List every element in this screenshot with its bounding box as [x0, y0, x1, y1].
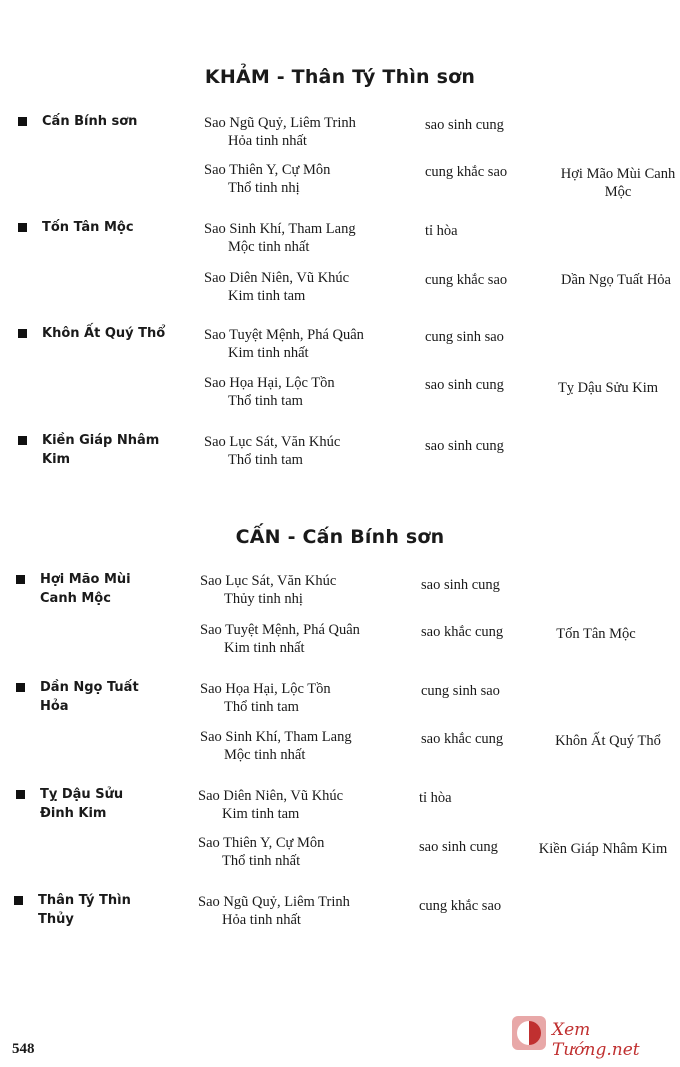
sub-entry	[0, 269, 680, 315]
group-name: Tốn Tân Mộc	[42, 220, 134, 235]
group-name: Khôn Ất Quý Thổ	[42, 326, 166, 341]
relation-text: sao khắc cung	[421, 731, 504, 747]
relation-text: sao sinh cung	[425, 117, 504, 133]
sub-entry	[0, 787, 680, 833]
star-text: Sao Lục Sát, Văn Khúc Thủy tinh nhị	[200, 573, 337, 607]
relation-text: tỉ hòa	[425, 223, 458, 239]
star-text: Sao Ngũ Quỷ, Liêm Trinh Hỏa tinh nhất	[204, 115, 356, 149]
sub-entry	[0, 161, 680, 207]
relation-text: sao sinh cung	[421, 577, 500, 593]
sub-entry	[0, 433, 680, 479]
star-text: Sao Diên Niên, Vũ Khúc Kim tinh tam	[204, 270, 350, 304]
yin-yang-icon	[512, 1016, 546, 1050]
relation-text: cung sinh sao	[421, 683, 500, 699]
result-text: Tỵ Dậu Sửu Kim	[557, 380, 659, 396]
sub-entry	[0, 220, 680, 266]
group-name: Thân Tý Thìn Thủy	[38, 893, 131, 927]
result-text: Dần Ngọ Tuất Hỏa	[561, 272, 671, 288]
section-title: CẤN - Cấn Bính sơn	[235, 526, 445, 548]
watermark	[512, 1014, 672, 1060]
relation-text: cung khắc sao	[419, 898, 502, 914]
section-title: KHẢM - Thân Tý Thìn sơn	[204, 66, 476, 88]
sub-entry	[0, 893, 680, 939]
star-text: Sao Tuyệt Mệnh, Phá Quân Kim tinh nhất	[200, 622, 360, 656]
relation-text: cung khắc sao	[425, 164, 508, 180]
star-text: Sao Họa Hại, Lộc Tồn Thổ tinh tam	[204, 375, 335, 409]
sub-entry	[0, 621, 680, 667]
relation-text: sao sinh cung	[419, 839, 498, 855]
star-text: Sao Sinh Khí, Tham Lang Mộc tinh nhất	[204, 221, 356, 255]
star-text: Sao Thiên Y, Cự Môn Thổ tinh nhị	[204, 162, 331, 196]
star-text: Sao Sinh Khí, Tham Lang Mộc tinh nhất	[200, 729, 352, 763]
group-name: Hợi Mão Mùi Canh Mộc	[40, 572, 131, 606]
relation-text: tỉ hòa	[419, 790, 452, 806]
star-text: Sao Tuyệt Mệnh, Phá Quân Kim tinh nhất	[204, 327, 364, 361]
watermark-text: Xem Tướng.net	[552, 1020, 640, 1060]
star-text: Sao Thiên Y, Cự Môn Thổ tinh nhất	[198, 835, 325, 869]
result-text: Khôn Ất Quý Thổ	[555, 733, 661, 749]
sub-entry	[0, 834, 680, 880]
sub-entry	[0, 728, 680, 774]
group-name: Kiền Giáp Nhâm Kim	[42, 433, 160, 467]
group-name: Cấn Bính sơn	[42, 114, 138, 129]
sub-entry	[0, 114, 680, 160]
sub-entry	[0, 680, 680, 726]
sub-entry	[0, 572, 680, 618]
group-name: Tỵ Dậu Sửu Đinh Kim	[40, 787, 124, 821]
star-text: Sao Lục Sát, Văn Khúc Thổ tinh tam	[204, 434, 341, 468]
star-text: Sao Họa Hại, Lộc Tồn Thổ tinh tam	[200, 681, 331, 715]
group-name: Dần Ngọ Tuất Hỏa	[40, 680, 139, 714]
star-text: Sao Diên Niên, Vũ Khúc Kim tinh tam	[198, 788, 344, 822]
relation-text: sao sinh cung	[425, 377, 504, 393]
result-text: Hợi Mão Mùi Canh Mộc	[560, 166, 676, 200]
relation-text: cung khắc sao	[425, 272, 508, 288]
result-text: Kiền Giáp Nhâm Kim	[538, 841, 668, 857]
relation-text: sao sinh cung	[425, 438, 504, 454]
relation-text: cung sinh sao	[425, 329, 504, 345]
relation-text: sao khắc cung	[421, 624, 504, 640]
sub-entry	[0, 326, 680, 372]
page-number: 548	[12, 1041, 35, 1057]
star-text: Sao Ngũ Quỷ, Liêm Trinh Hỏa tinh nhất	[198, 894, 350, 928]
result-text: Tốn Tân Mộc	[556, 626, 636, 642]
sub-entry	[0, 374, 680, 420]
